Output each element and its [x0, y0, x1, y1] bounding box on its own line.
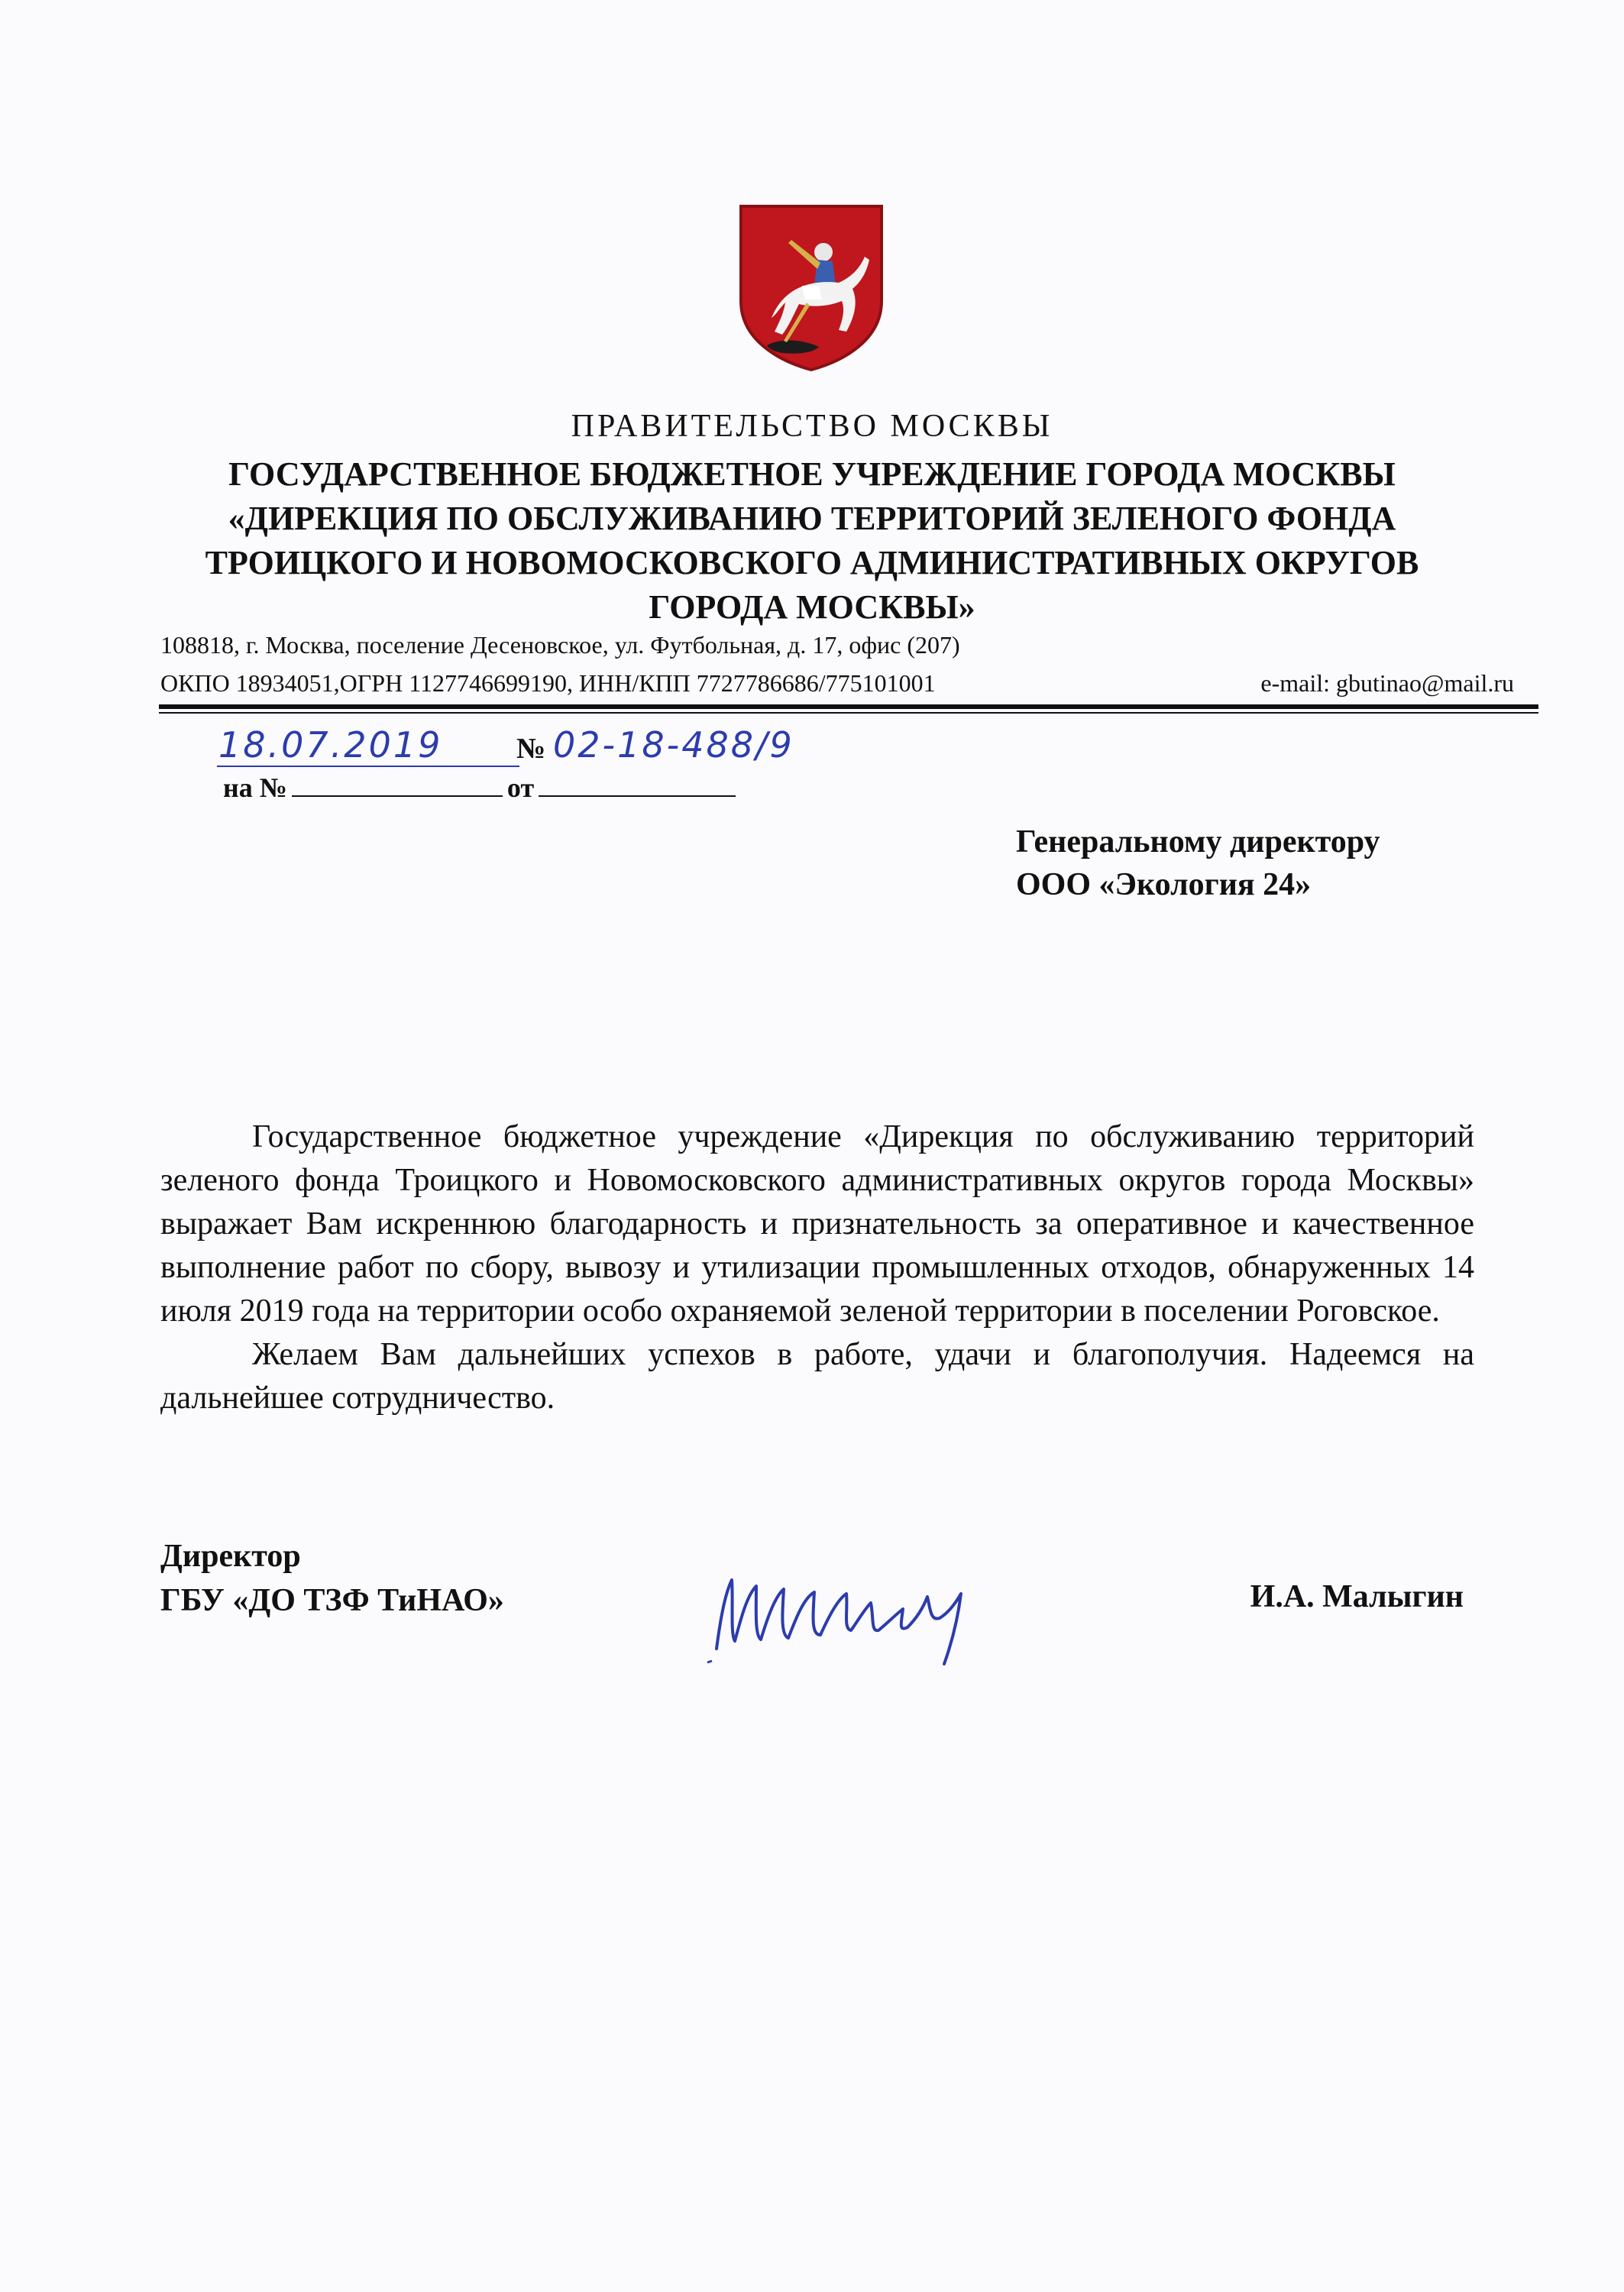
- number-sign: №: [516, 733, 546, 765]
- registration-date-underline: [217, 766, 519, 767]
- body-paragraph: Государственное бюджетное учреждение «Дирекция по обслуживанию территорий зеленого фонда Троицкого и Новомосковского административных округов города Москвы» выражает Вам искреннюю благодарность и признательность за оперативное и качественное выполнение работ по сбору, вывозу и утилизации промышленных отходов, обнаруженных 14 июля 2019 года на территории особо охраняемой зеленой территории в поселении Роговское.: [160, 1119, 1474, 1329]
- header-divider: [159, 704, 1538, 709]
- government-title: ПРАВИТЕЛЬСТВО МОСКВЫ: [571, 409, 1053, 444]
- handwritten-signature: [701, 1549, 984, 1672]
- organization-name-line: ГОСУДАРСТВЕННОЕ БЮДЖЕТНОЕ УЧРЕЖДЕНИЕ ГОРОДА МОСКВЫ: [228, 455, 1396, 493]
- organization-requisites: ОКПО 18934051,ОГРН 1127746699190, ИНН/КПП 7727786686/775101001: [160, 669, 936, 697]
- organization-email: e-mail: gbutinao@mail.ru: [1260, 669, 1514, 697]
- registration-number: 02-18-488/9: [553, 724, 794, 766]
- letter-body: [160, 1115, 1474, 1420]
- header-divider-thin: [159, 712, 1538, 714]
- organization-name: [137, 452, 1487, 630]
- recipient-company: ООО «Экология 24»: [1016, 867, 1312, 902]
- reply-reference: [223, 772, 736, 804]
- from-label: от: [506, 772, 535, 803]
- reply-to-label: на №: [223, 772, 287, 803]
- signatory-name: И.А. Малыгин: [1250, 1579, 1464, 1614]
- registration-date: 18.07.2019: [218, 724, 443, 766]
- moscow-coat-of-arms-icon: [738, 203, 885, 373]
- organization-name-line: ГОРОДА МОСКВЫ»: [649, 588, 975, 626]
- body-paragraph: Желаем Вам дальнейших успехов в работе, удачи и благополучия. Надеемся на дальнейшее сотрудничество.: [160, 1337, 1474, 1416]
- recipient-position: Генеральному директору: [1016, 824, 1380, 860]
- recipient-block: [1016, 821, 1380, 906]
- reply-date-blank: [539, 772, 736, 797]
- organization-name-line: «ДИРЕКЦИЯ ПО ОБСЛУЖИВАНИЮ ТЕРРИТОРИЙ ЗЕЛЕНОГО ФОНДА: [228, 500, 1396, 537]
- organization-name-line: ТРОИЦКОГО И НОВОМОСКОВСКОГО АДМИНИСТРАТИВНЫХ ОКРУГОВ: [205, 544, 1419, 581]
- signatory-organization: ГБУ «ДО ТЗФ ТиНАО»: [160, 1583, 504, 1618]
- signatory-position: Директор: [160, 1539, 301, 1574]
- reply-number-blank: [292, 772, 503, 797]
- signatory-title: [160, 1534, 504, 1623]
- organization-address: 108818, г. Москва, поселение Десеновское, ул. Футбольная, д. 17, офис (207): [160, 631, 960, 659]
